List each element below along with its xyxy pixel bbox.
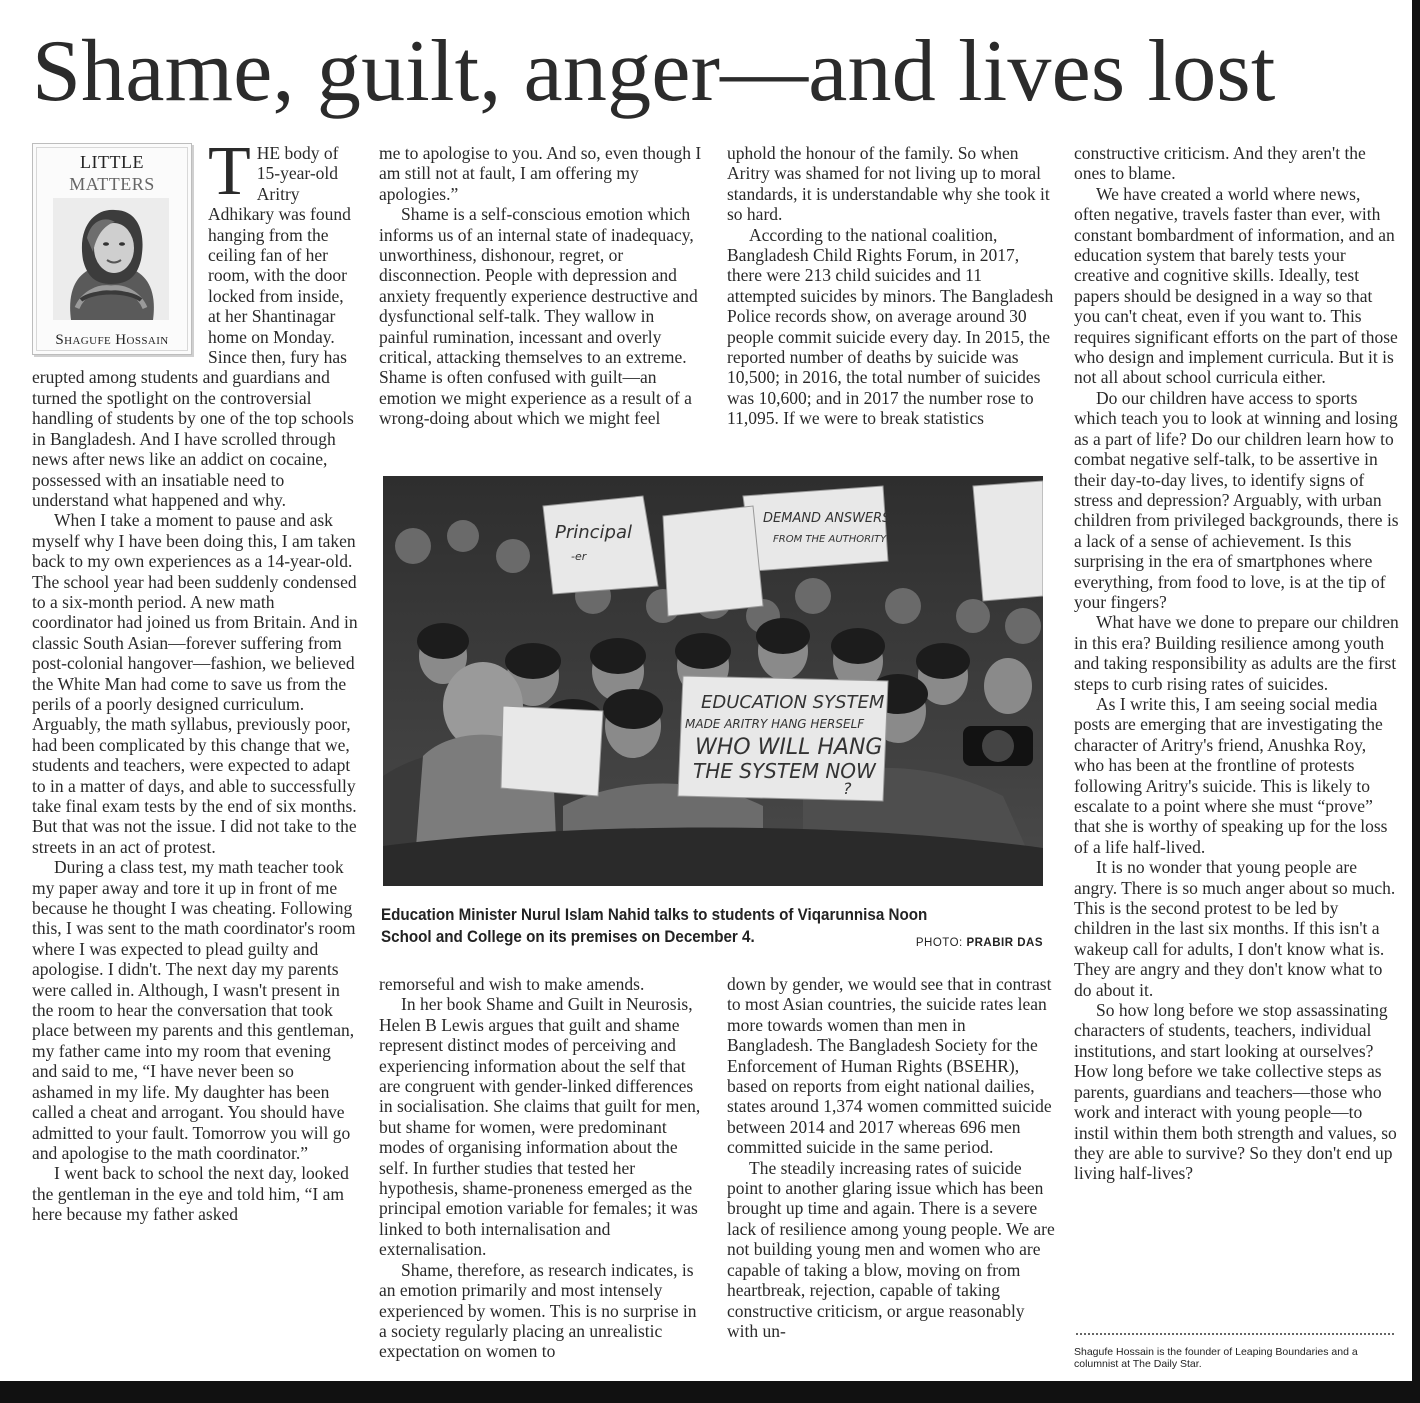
article-column-1 bbox=[32, 133, 358, 1225]
paragraph: As I write this, I am seeing social media posts are emerging that are investigating the character of Aritry's friend, Anushka Roy, who has been at the frontline of protests following Aritry's suicide. This is likely to escalate to a point where she must “prove” that she is worthy of speaking up for the loss of a life half-lived. bbox=[1074, 693, 1388, 857]
paragraph: We have created a world where news, often negative, travels faster than ever, with constant bombardment of information, and an education system that barely tests your creative and cognitive skills. Ideally, test papers should be designed in a way so that you can't cheat, even if you want to. This requires significant efforts on the part of those who design and implement curricula. But it is not all about school curricula either. bbox=[1074, 183, 1398, 388]
paragraph: uphold the honour of the family. So when Aritry was shamed for not living up to moral standards, it is understandable why she took it so hard. bbox=[727, 143, 1050, 225]
sign-principal: Principal bbox=[555, 522, 633, 543]
sign-question-mark: ? bbox=[843, 779, 852, 798]
drop-cap: T bbox=[208, 133, 251, 210]
paragraph: In her book Shame and Guilt in Neurosis, Helen B Lewis argues that guilt and shame represent distinct modes of perceiving and experiencing information about the self that are congruent with gender-linked differences in socialisation. She claims that guilt for men, but shame for women, were predominant modes of organising information about the self. In further studies that tested her hypothesis, shame-proneness emerged as the principal emotion variable for females; it was linked to both internalisation and externalisation. bbox=[379, 994, 701, 1260]
article-column-3-top bbox=[727, 143, 1055, 429]
paragraph: During a class test, my math teacher took my paper away and tore it up in front of me because he thought I was cheating. Following this, I was sent to the math coordinator's room where I was expected to plead guilty and apologise. I didn't. The next day my parents were called in. Although, I wasn't present in the room to hear the conversation that took place between my parents and this gentleman, my father came into my room that evening and said to me, “I have never been so ashamed in my life. My daughter has been called a cheat and arrogant. You should have admitted to your fault. Tomorrow you will go and apologise to the math coordinator.” bbox=[32, 857, 356, 1163]
sign-made-aritry-hang: MADE ARITRY HANG HERSELF bbox=[685, 717, 865, 731]
column-kicker-line1: LITTLE bbox=[80, 152, 144, 172]
sign-principal-sub: -er bbox=[571, 550, 587, 563]
sign-from-authority: FROM THE AUTHORITY bbox=[773, 534, 887, 545]
author-portrait-image bbox=[53, 198, 169, 320]
paragraph: What have we done to prepare our children in this era? Building resilience among youth and taking responsibility as adults are the first steps to curb rising rates of suicides. bbox=[1074, 612, 1399, 694]
article-column-2-bottom bbox=[379, 974, 706, 1362]
article-column-3-bottom bbox=[727, 974, 1055, 1341]
paragraph: down by gender, we would see that in contrast to most Asian countries, the suicide rates lean more towards women than men in Bangladesh. The Bangladesh Society for the Enforcement of Human Rights (BSEHR), based on reports from eight national dailies, states around 1,374 women committed suicide between 2014 and 2017 whereas 696 men committed suicide in the same period. bbox=[727, 974, 1052, 1158]
headline: Shame, guilt, anger—and lives lost bbox=[32, 23, 1276, 120]
paragraph: It is no wonder that young people are angry. There is so much anger about so much. This is the second protest to be led by children in the last six months. If this isn't a wakeup call for adults, I don't know what is. They are angry and they don't know what to do about it. bbox=[1074, 857, 1396, 1000]
paragraph: Do our children have access to sports which teach you to look at winning and losing as a part of life? Do our children learn how to combat negative self-talk, to be assertive in their day-to-day lives, to identify signs of stress and depression? Arguably, with urban children from privileged backgrounds, there is a lack of a sense of achievement. Is this surprising in the era of smartphones where everything, from food to love, is at the tip of your fingers? bbox=[1074, 387, 1399, 612]
column-kicker-line2: MATTERS bbox=[69, 174, 155, 194]
sign-the-system-now: THE SYSTEM NOW bbox=[693, 759, 876, 783]
photo-credit-label: PHOTO: bbox=[915, 937, 963, 949]
article-column-4 bbox=[1074, 143, 1400, 1184]
photo-credit bbox=[916, 937, 1043, 949]
paragraph: Shame, therefore, as research indicates, is an emotion primarily and most intensely experienced by women. This is no surprise in a society regularly placing an unrealistic expectation on women to bbox=[379, 1259, 697, 1362]
paragraph: Shame is a self-conscious emotion which informs us of an internal state of inadequacy, unworthiness, dishonour, regret, or disconnection. People with depression and anxiety frequently experience destructive and dysfunctional self-talk. They wallow in painful rumination, incessant and overly critical, attacking themselves to an extreme. Shame is often confused with guilt—an emotion we might experience as a result of a wrong-doing about which we might feel bbox=[379, 204, 698, 429]
paragraph: The steadily increasing rates of suicide point to another glaring issue which has been brought up time and again. There is a severe lack of resilience among young people. We are not building young men and women who are capable of taking a blow, moving on from heartbreak, rejection, capable of taking constructive criticism, or argue reasonably with un- bbox=[727, 1157, 1055, 1341]
author-footnote: Shagufe Hossain is the founder of Leaping Boundaries and a columnist at The Daily Star. bbox=[1074, 1346, 1358, 1370]
author-byline: Shagufe Hossain bbox=[55, 332, 169, 348]
paragraph: HE body of 15-year-old Aritry Adhikary was found hanging from the ceiling fan of her room, with the door locked from inside, at her Shantinagar home on Monday. Since then, fury has erupted among students and guardians and turned the spotlight on the controversial handling of students by one of the top schools in Bangladesh. And I have scrolled through news after news like an addict on cocaine, possessed with an insatiable need to understand what happened and why. bbox=[32, 143, 354, 510]
paragraph: When I take a moment to pause and ask myself why I have been doing this, I am taken back to my own experiences as a 14-year-old. The school year had been suddenly condensed to a six-month period. A new math coordinator had joined us from Britain. And in classic South Asian—forever suffering from post-colonial hangover—fashion, we believed the White Man had come to save us from the perils of a poorly designed curriculum. Arguably, the math syllabus, previously poor, had been complicated by this change that we, students and teachers, were expected to adapt to in a matter of days, and able to successfully take final exam tests by the end of six months. But that was not the issue. I did not take to the streets in an act of protest. bbox=[32, 510, 358, 857]
page-edge-right bbox=[1412, 0, 1420, 1403]
paragraph: me to apologise to you. And so, even though I am still not at fault, I am offering my apologies.” bbox=[379, 143, 702, 204]
photo-credit-name: PRABIR DAS bbox=[966, 937, 1043, 949]
protest-photo bbox=[383, 476, 1043, 886]
paragraph: According to the national coalition, Bangladesh Child Rights Forum, in 2017, there were 213 child suicides and 11 attempted suicides by minors. The Bangladesh Police records show, on average around 30 people commit suicide every day. In 2015, the reported number of deaths by suicide was 10,500; in 2016, the total number of suicides was 10,600; and in 2017 the number rose to 11,095. If we were to break statistics bbox=[727, 224, 1054, 429]
sign-education-system: EDUCATION SYSTEM bbox=[701, 692, 885, 713]
protest-photo-image bbox=[383, 476, 1043, 886]
paragraph: So how long before we stop assassinating characters of students, teachers, individual institutions, and start looking at ourselves? How long before we take collective steps as parents, guardians and teachers—those who work and interact with young people—to instil within them both strength and values, so they are able to survive? So they don't end up living half-lives? bbox=[1074, 1000, 1397, 1184]
page-edge-bottom bbox=[0, 1381, 1420, 1403]
paragraph: I went back to school the next day, looked the gentleman in the eye and told him, “I am here because my father asked bbox=[32, 1163, 349, 1225]
author-portrait bbox=[53, 198, 169, 320]
sign-demand-answers: DEMAND ANSWERS bbox=[763, 511, 891, 526]
paragraph: remorseful and wish to make amends. bbox=[379, 974, 645, 994]
footnote-divider bbox=[1076, 1333, 1394, 1335]
paragraph: constructive criticism. And they aren't the ones to blame. bbox=[1074, 143, 1366, 184]
columnist-box bbox=[32, 143, 192, 355]
article-column-2-top bbox=[379, 143, 706, 429]
photo-caption: Education Minister Nurul Islam Nahid talks to students of Viqarunnisa Noon School and College on its premises on December 4. bbox=[381, 906, 928, 946]
sign-who-will-hang: WHO WILL HANG bbox=[695, 735, 883, 760]
